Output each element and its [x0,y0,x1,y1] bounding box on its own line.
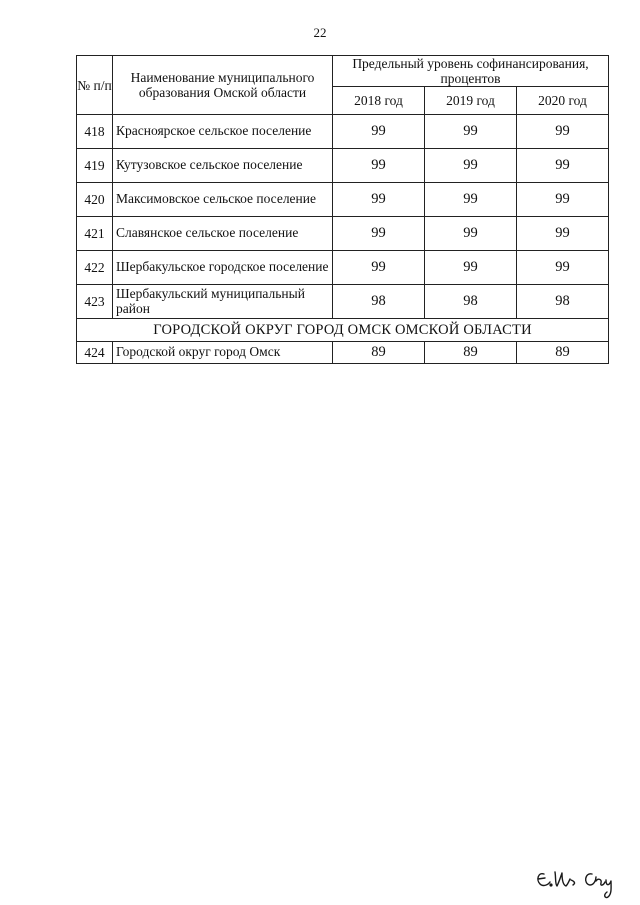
page-number: 22 [313,25,327,40]
municipality-name: Шербакульский муниципальный район [113,285,333,319]
value-2020: 89 [517,342,609,364]
row-number: 418 [77,115,113,149]
cofinancing-table [76,55,609,364]
table-row [77,217,609,251]
row-number: 419 [77,149,113,183]
value-2020: 99 [517,115,609,149]
table-row [77,285,609,319]
value-2019: 99 [425,251,517,285]
row-number: 422 [77,251,113,285]
header-num: № п/п [77,56,113,115]
municipality-name: Славянское сельское поселение [113,217,333,251]
municipality-name: Максимовское сельское поселение [113,183,333,217]
value-2018: 99 [333,217,425,251]
value-2018: 89 [333,342,425,364]
value-2020: 99 [517,251,609,285]
table-row [77,149,609,183]
value-2019: 99 [425,183,517,217]
header-name: Наименование муниципального образования Омской области [113,56,333,115]
handwritten-signature [530,860,630,900]
value-2018: 98 [333,285,425,319]
value-2019: 99 [425,217,517,251]
table-row [77,342,609,364]
value-2018: 99 [333,149,425,183]
value-2019: 99 [425,149,517,183]
value-2018: 99 [333,115,425,149]
municipality-name: Красноярское сельское поселение [113,115,333,149]
row-number: 423 [77,285,113,319]
table-row [77,115,609,149]
table-row [77,183,609,217]
table-row [77,251,609,285]
value-2019: 98 [425,285,517,319]
value-2020: 99 [517,149,609,183]
row-number: 421 [77,217,113,251]
header-year-2018: 2018 год [333,87,425,115]
value-2020: 99 [517,183,609,217]
header-level: Предельный уровень софинансирования, процентов [333,56,609,87]
value-2020: 99 [517,217,609,251]
value-2020: 98 [517,285,609,319]
value-2018: 99 [333,251,425,285]
row-number: 424 [77,342,113,364]
municipality-name: Шербакульское городское поселение [113,251,333,285]
value-2019: 99 [425,115,517,149]
row-number: 420 [77,183,113,217]
value-2019: 89 [425,342,517,364]
value-2018: 99 [333,183,425,217]
municipality-name: Кутузовское сельское поселение [113,149,333,183]
header-year-2020: 2020 год [517,87,609,115]
municipality-name: Городской округ город Омск [113,342,333,364]
header-year-2019: 2019 год [425,87,517,115]
section-title: ГОРОДСКОЙ ОКРУГ ГОРОД ОМСК ОМСКОЙ ОБЛАСТИ [77,319,609,342]
section-row [77,319,609,342]
